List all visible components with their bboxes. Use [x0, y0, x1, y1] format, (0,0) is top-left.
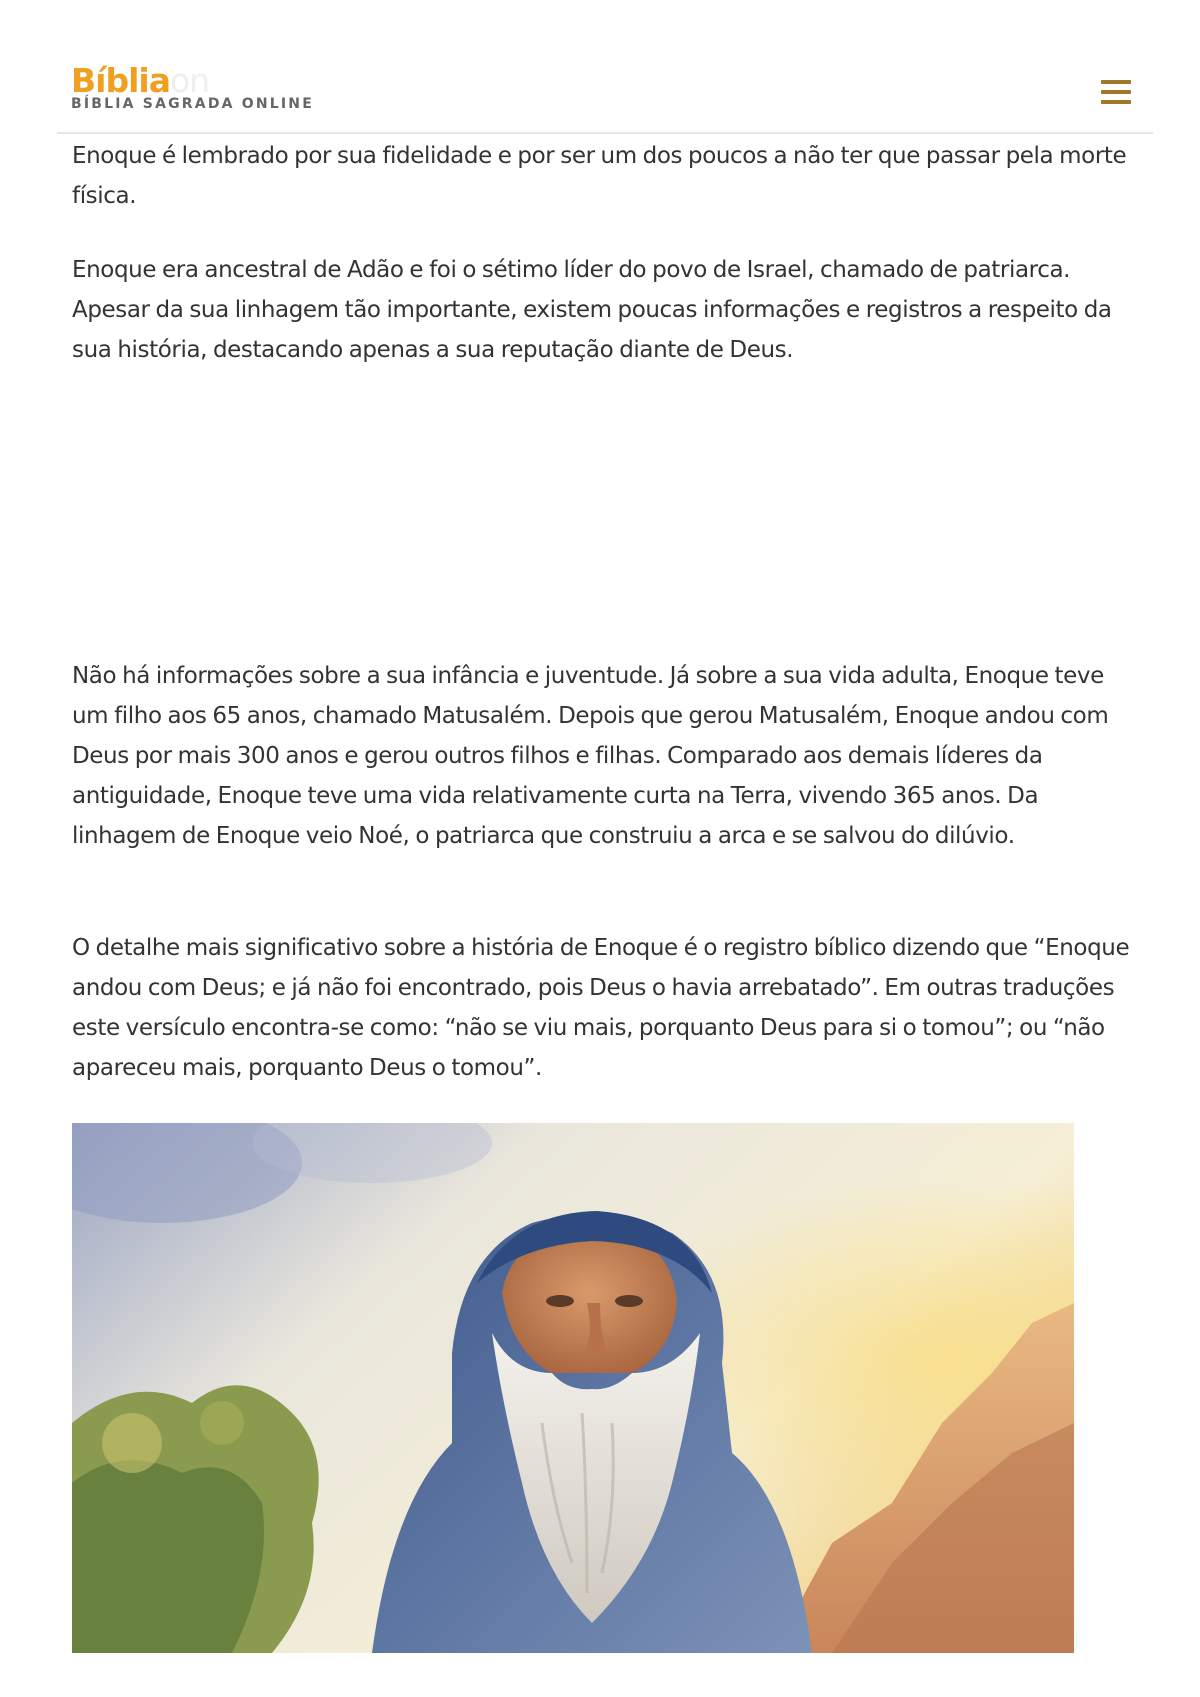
logo-tagline: BÍBLIA SAGRADA ONLINE [71, 96, 314, 112]
article-paragraph: O detalhe mais significativo sobre a história de Enoque é o registro bíblico dizendo que “Enoque andou com Deus; e já não foi encontrado, pois Deus o havia arrebatado”. Em outras traduções este versículo encontra-se como: “não se viu mais, porquanto Deus para si o tomou”; ou “não apareceu mais, porquanto Deus o tomou”. [72, 935, 1130, 1081]
article-paragraph: Enoque era ancestral de Adão e foi o sétimo líder do povo de Israel, chamado de patriarca. Apesar da sua linhagem tão importante, existem poucas informações e registros a respeito da sua história, destacando apenas a sua reputação diante de Deus. [72, 257, 1112, 363]
hamburger-menu-icon[interactable] [1101, 80, 1131, 106]
enoch-watercolor-illustration [72, 1123, 1074, 1653]
site-header [57, 0, 1153, 134]
menu-bar [1101, 80, 1131, 84]
menu-bar [1101, 100, 1131, 104]
article-paragraph: Não há informações sobre a sua infância e juventude. Já sobre a sua vida adulta, Enoque teve um filho aos 65 anos, chamado Matusalém. Depois que gerou Matusalém, Enoque andou com Deus por mais 300 anos e gerou outros filhos e filhas. Comparado aos demais líderes da antiguidade, Enoque teve uma vida relativamente curta na Terra, vivendo 365 anos. Da linhagem de Enoque veio Noé, o patriarca que construiu a arca e se salvou do dilúvio. [72, 663, 1109, 849]
illustration-svg [72, 1123, 1074, 1653]
site-logo[interactable] [71, 61, 314, 112]
article-paragraph: Enoque é lembrado por sua fidelidade e por ser um dos poucos a não ter que passar pela morte física. [72, 143, 1127, 209]
menu-bar [1101, 90, 1131, 94]
logo-wordmark: Bíbliaon [71, 61, 210, 100]
